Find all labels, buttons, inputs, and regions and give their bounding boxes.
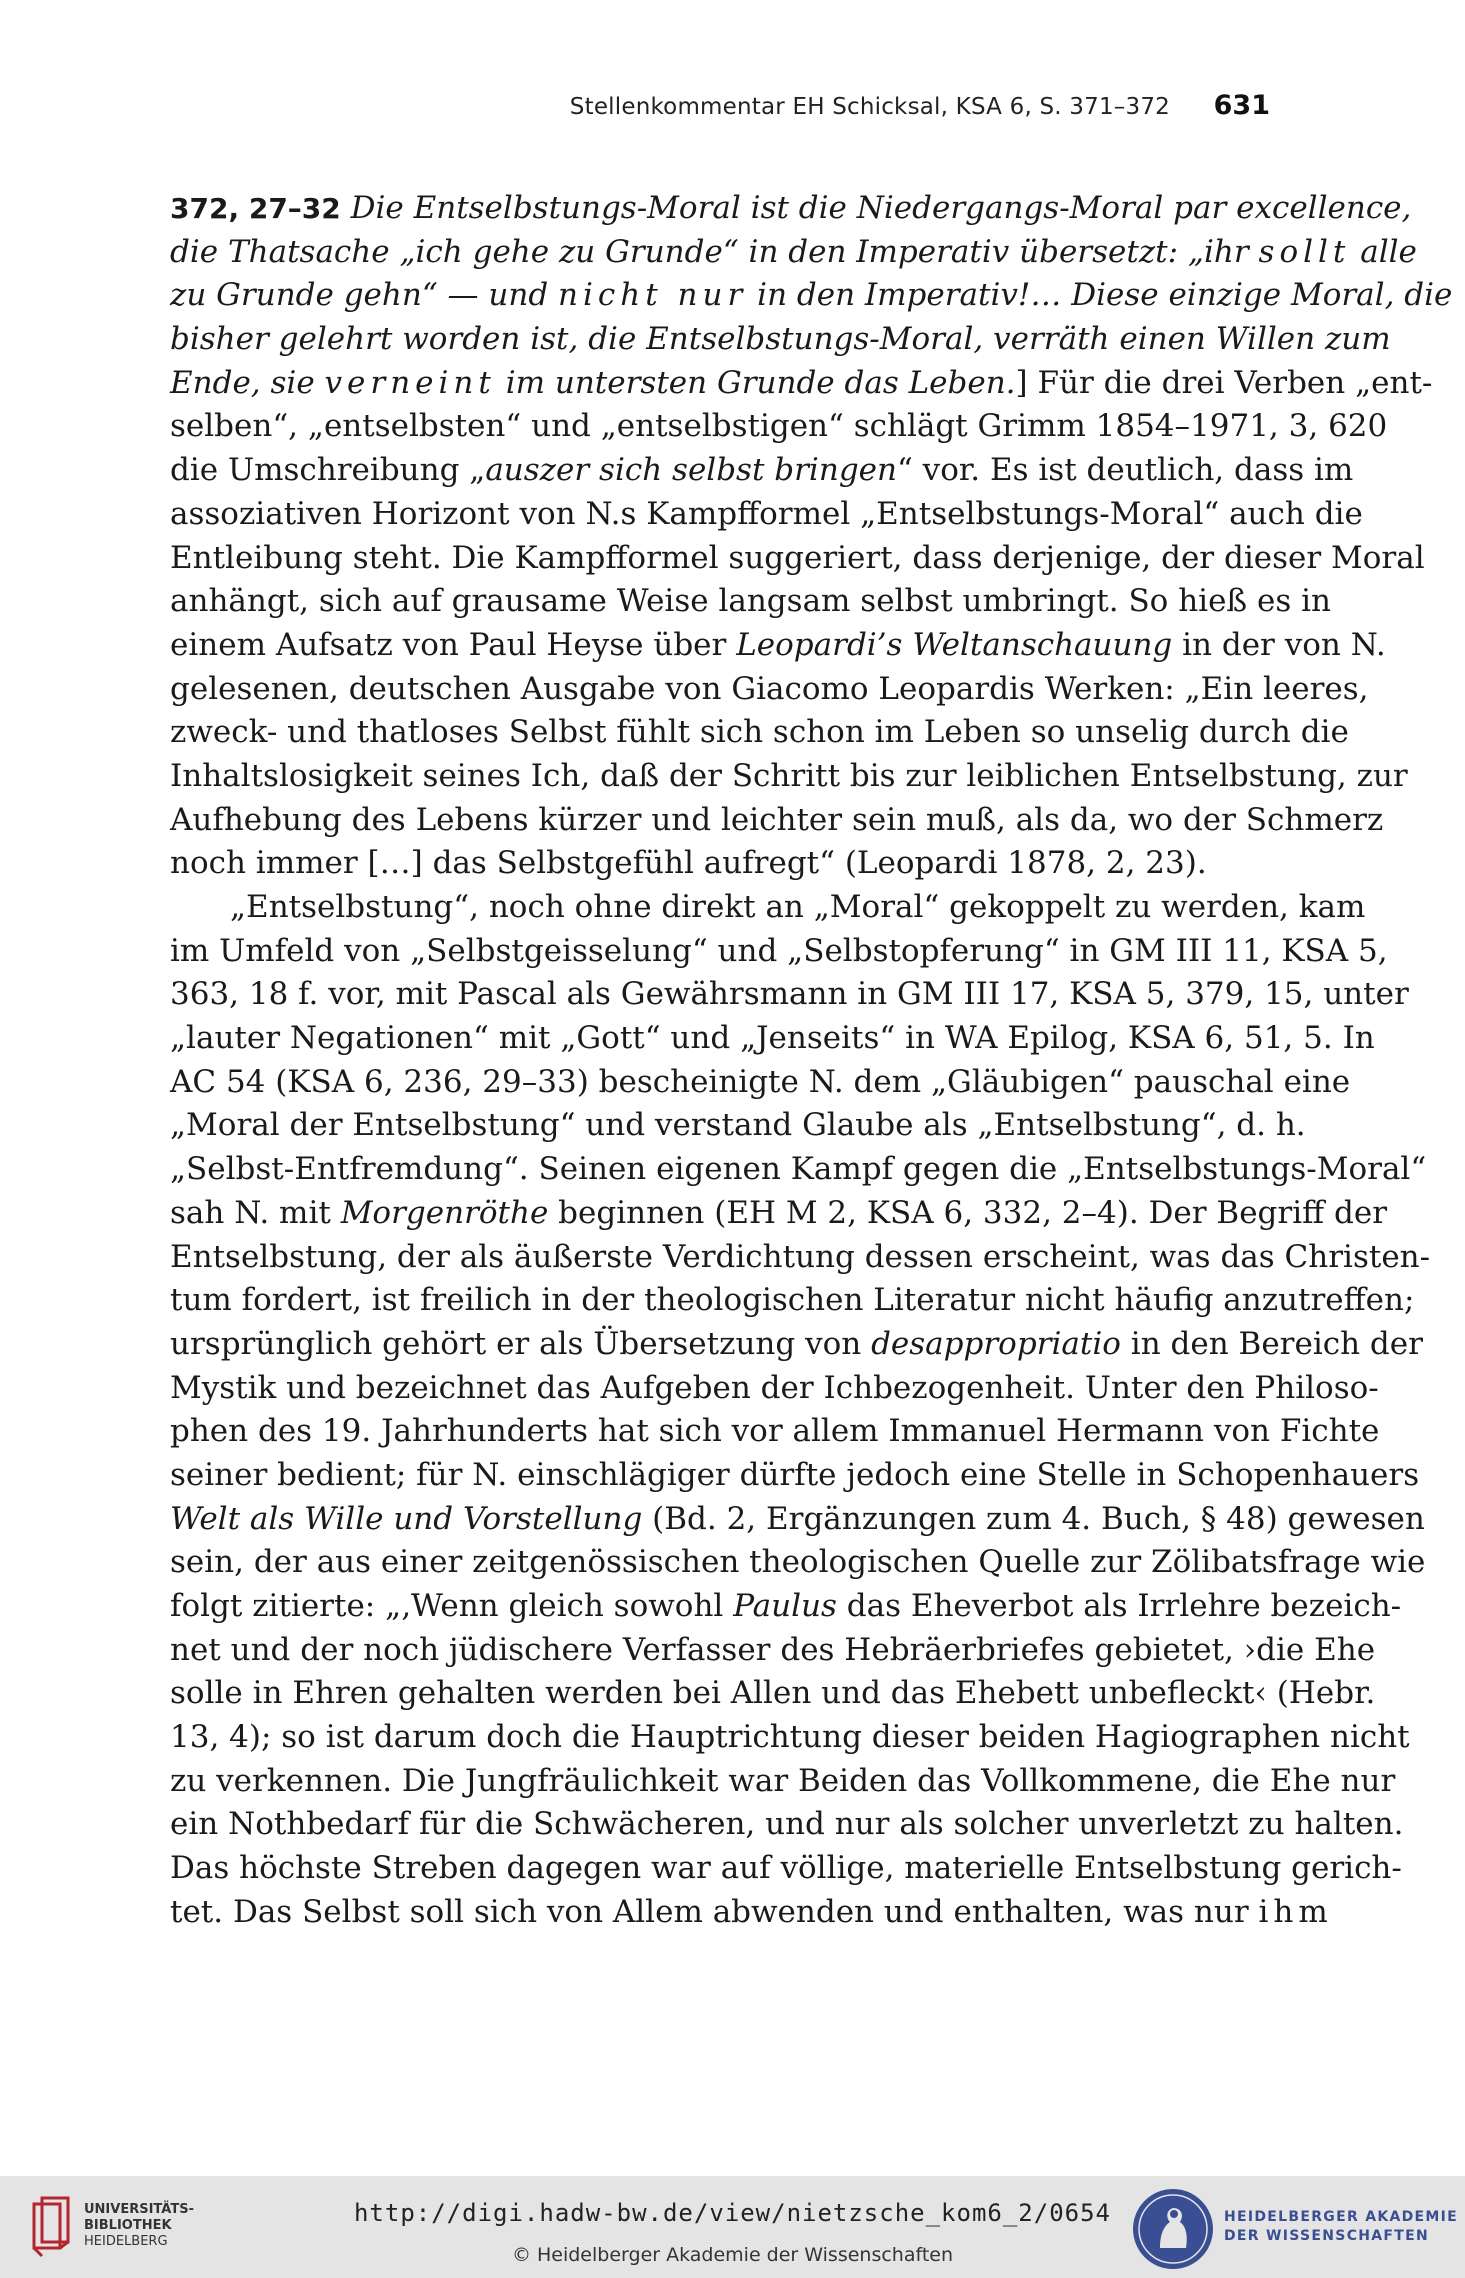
running-header [170, 88, 1270, 128]
text-segment: sein, der aus einer zeitgenössischen theologischen Quelle zur Zölibatsfrage wie [170, 1544, 1426, 1581]
running-title: Stellenkommentar EH Schicksal, KSA 6, S. 371–372 [569, 94, 1170, 120]
copyright-notice: © Heidelberger Akademie der Wissenschaften [511, 2244, 954, 2266]
text-segment: net und der noch jüdischere Verfasser des Hebräerbriefes gebietet, ›die Ehe [170, 1631, 1376, 1668]
italic-text: desappropriatio [871, 1325, 1121, 1362]
text-line [170, 1760, 1396, 1804]
text-segment: ursprünglich gehört er als Übersetzung von [170, 1325, 872, 1362]
text-line [170, 187, 1412, 231]
text-line [170, 1847, 1402, 1891]
spaced-emphasis: verneint [324, 364, 496, 401]
italic-text: Leopardi’s Weltanschauung [736, 626, 1173, 663]
commentary-body [170, 187, 1453, 1935]
text-line [170, 799, 1384, 843]
spaced-emphasis: ihm [1258, 1893, 1333, 1930]
spaced-emphasis: sollt [1258, 233, 1351, 270]
text-line [170, 1192, 1388, 1236]
italic-text: auszer sich selbst bringen [485, 452, 897, 489]
text-line [170, 362, 1433, 406]
italic-text: Morgenröthe [340, 1194, 549, 1231]
text-line [170, 1061, 1351, 1105]
text-line [170, 231, 1417, 275]
text-segment: noch immer […] das Selbstgefühl aufregt“ (Leopardi 1878, 2, 23). [170, 845, 1207, 882]
italic-text: die Thatsache „ich gehe zu Grunde“ in den Imperativ übersetzt: „ihr [170, 233, 1259, 270]
text-segment: „lauter Negationen“ mit „Gott“ und „Jenseits“ in WA Epilog, KSA 6, 51, 5. In [170, 1020, 1375, 1057]
text-line [170, 1104, 1306, 1148]
text-line [170, 1236, 1431, 1280]
text-segment: „Entselbstung“, noch ohne direkt an „Moral“ gekoppelt zu werden, kam [230, 889, 1366, 925]
text-segment: in den Bereich der [1120, 1325, 1423, 1362]
text-segment: „Moral der Entselbstung“ und verstand Glaube als „Entselbstung“, d. h. [170, 1107, 1306, 1144]
text-segment: sah N. mit [170, 1194, 341, 1231]
text-segment: Entselbstung, der als äußerste Verdichtung dessen erscheint, was das Christen- [170, 1238, 1431, 1275]
text-line [170, 449, 1354, 493]
page-number: 631 [1213, 90, 1270, 121]
italic-text: bisher gelehrt worden ist, die Entselbstungs-Moral, verräth einen Willen zum [170, 321, 1391, 358]
text-segment: gelesenen, deutschen Ausgabe von Giacomo Leopardis Werken: „Ein leeres, [170, 670, 1369, 707]
text-line [170, 1454, 1420, 1498]
university-library-name: UNIVERSITÄTS- BIBLIOTHEK HEIDELBERG [84, 2202, 194, 2249]
text-segment: phen des 19. Jahrhunderts hat sich vor allem Immanuel Hermann von Fichte [170, 1413, 1380, 1450]
text-segment: folgt zitierte: „‚Wenn gleich sowohl [170, 1588, 734, 1624]
text-line [170, 493, 1363, 537]
italic-text: alle [1350, 233, 1417, 270]
text-segment: Inhaltslosigkeit seines Ich, daß der Schritt bis zur leiblichen Entselbstung, zur [170, 757, 1408, 794]
spaced-emphasis: nicht nur [558, 277, 748, 314]
academy-seal-icon [1130, 2186, 1216, 2272]
text-line [170, 1541, 1426, 1585]
italic-text: zu Grunde gehn“ — und [170, 277, 559, 314]
page-footer [0, 2176, 1465, 2278]
text-line [170, 1367, 1379, 1411]
text-segment: zweck- und thatloses Selbst fühlt sich schon im Leben so unselig durch die [170, 714, 1349, 751]
text-line [170, 886, 1366, 930]
permalink-url[interactable]: http://digi.hadw-bw.de/view/nietzsche_kom6_2/0654 [353, 2199, 1111, 2227]
text-segment: anhängt, sich auf grausame Weise langsam selbst umbringt. So hieß es in [170, 583, 1331, 620]
text-line [170, 711, 1349, 755]
text-line [170, 842, 1267, 886]
text-line [170, 1498, 1425, 1542]
text-segment: ] Für die drei Verben „ent- [1015, 364, 1433, 401]
text-segment: Mystik und bezeichnet das Aufgeben der Ichbezogenheit. Unter den Philoso- [170, 1369, 1379, 1406]
text-line [170, 668, 1369, 712]
text-segment: tum fordert, ist freilich in der theologischen Literatur nicht häufig anzutreffen; [170, 1282, 1415, 1319]
text-segment: Das höchste Streben dagegen war auf völlige, materielle Entselbstung gerich- [170, 1850, 1402, 1887]
text-segment: assoziativen Horizont von N.s Kampfformel „Entselbstungs-Moral“ auch die [170, 495, 1363, 532]
text-segment: (Bd. 2, Ergänzungen zum 4. Buch, § 48) gewesen [642, 1500, 1425, 1537]
text-segment: zu verkennen. Die Jungfräulichkeit war Beiden das Vollkommene, die Ehe nur [170, 1762, 1396, 1799]
italic-text: in den Imperativ!… Diese einzige Moral, die [747, 277, 1453, 314]
text-segment: selben“, „entselbsten“ und „entselbstigen“ schlägt Grimm 1854–1971, 3, 620 [170, 408, 1388, 445]
text-line [170, 318, 1391, 362]
text-segment: AC 54 (KSA 6, 236, 29–33) bescheinigte N. dem „Gläubigen“ pauschal eine [170, 1063, 1351, 1100]
text-line [170, 1629, 1376, 1673]
italic-text: Ende, sie [170, 364, 325, 401]
text-segment: Entleibung steht. Die Kampfformel suggeriert, dass derjenige, der dieser Moral [170, 539, 1425, 576]
text-segment: im Umfeld von „Selbstgeisselung“ und „Selbstopferung“ in GM III 11, KSA 5, [170, 932, 1388, 969]
text-line [170, 274, 1453, 318]
text-segment: einem Aufsatz von Paul Heyse über [170, 626, 737, 663]
italic-text: Die Entselbstungs-Moral ist die Niedergangs-Moral par excellence, [350, 190, 1412, 226]
text-line [170, 1716, 1410, 1760]
text-segment: tet. Das Selbst soll sich von Allem abwenden und enthalten, was nur [170, 1893, 1259, 1930]
text-line [170, 1017, 1375, 1061]
text-segment: Aufhebung des Lebens kürzer und leichter sein muß, als da, wo der Schmerz [170, 801, 1384, 838]
text-segment: beginnen (EH M 2, KSA 6, 332, 2–4). Der Begriff der [548, 1194, 1388, 1231]
text-line [170, 1803, 1404, 1847]
text-segment: das Eheverbot als Irrlehre bezeich- [836, 1588, 1402, 1624]
text-line [170, 537, 1425, 581]
text-segment: die Umschreibung „ [170, 452, 486, 489]
text-line [170, 1410, 1380, 1454]
text-line [170, 1279, 1415, 1323]
text-line [170, 1585, 1402, 1629]
text-segment: ein Nothbedarf für die Schwächeren, und nur als solcher unverletzt zu halten. [170, 1806, 1404, 1843]
text-line [170, 973, 1409, 1017]
text-segment: 363, 18 f. vor, mit Pascal als Gewährsmann in GM III 17, KSA 5, 379, 15, unter [170, 976, 1409, 1013]
text-line [170, 1148, 1427, 1192]
text-segment: solle in Ehren gehalten werden bei Allen und das Ehebett unbefleckt‹ (Hebr. [170, 1675, 1376, 1712]
text-segment [341, 190, 351, 226]
text-segment: in der von N. [1172, 626, 1386, 663]
italic-text: Welt als Wille und Vorstellung [170, 1500, 643, 1537]
text-segment: “ vor. Es ist deutlich, dass im [896, 452, 1354, 489]
text-segment: seiner bedient; für N. einschlägiger dürfte jedoch eine Stelle in Schopenhauers [170, 1456, 1420, 1493]
lemma-reference: 372, 27–32 [170, 192, 341, 225]
text-line [170, 755, 1408, 799]
text-line [170, 624, 1386, 668]
text-segment: 13, 4); so ist darum doch die Hauptrichtung dieser beiden Hagiographen nicht [170, 1719, 1410, 1756]
text-line [170, 1891, 1333, 1935]
text-line [170, 1672, 1376, 1716]
academy-name: HEIDELBERGER AKADEMIE DER WISSENSCHAFTEN [1224, 2209, 1459, 2244]
text-line [170, 930, 1388, 974]
text-line [170, 1323, 1423, 1367]
text-line [170, 580, 1331, 624]
italic-text: Paulus [733, 1588, 837, 1624]
italic-text: im untersten Grunde das Leben. [495, 364, 1016, 401]
text-line [170, 405, 1388, 449]
text-segment: „Selbst-Entfremdung“. Seinen eigenen Kampf gegen die „Entselbstungs-Moral“ [170, 1151, 1427, 1188]
